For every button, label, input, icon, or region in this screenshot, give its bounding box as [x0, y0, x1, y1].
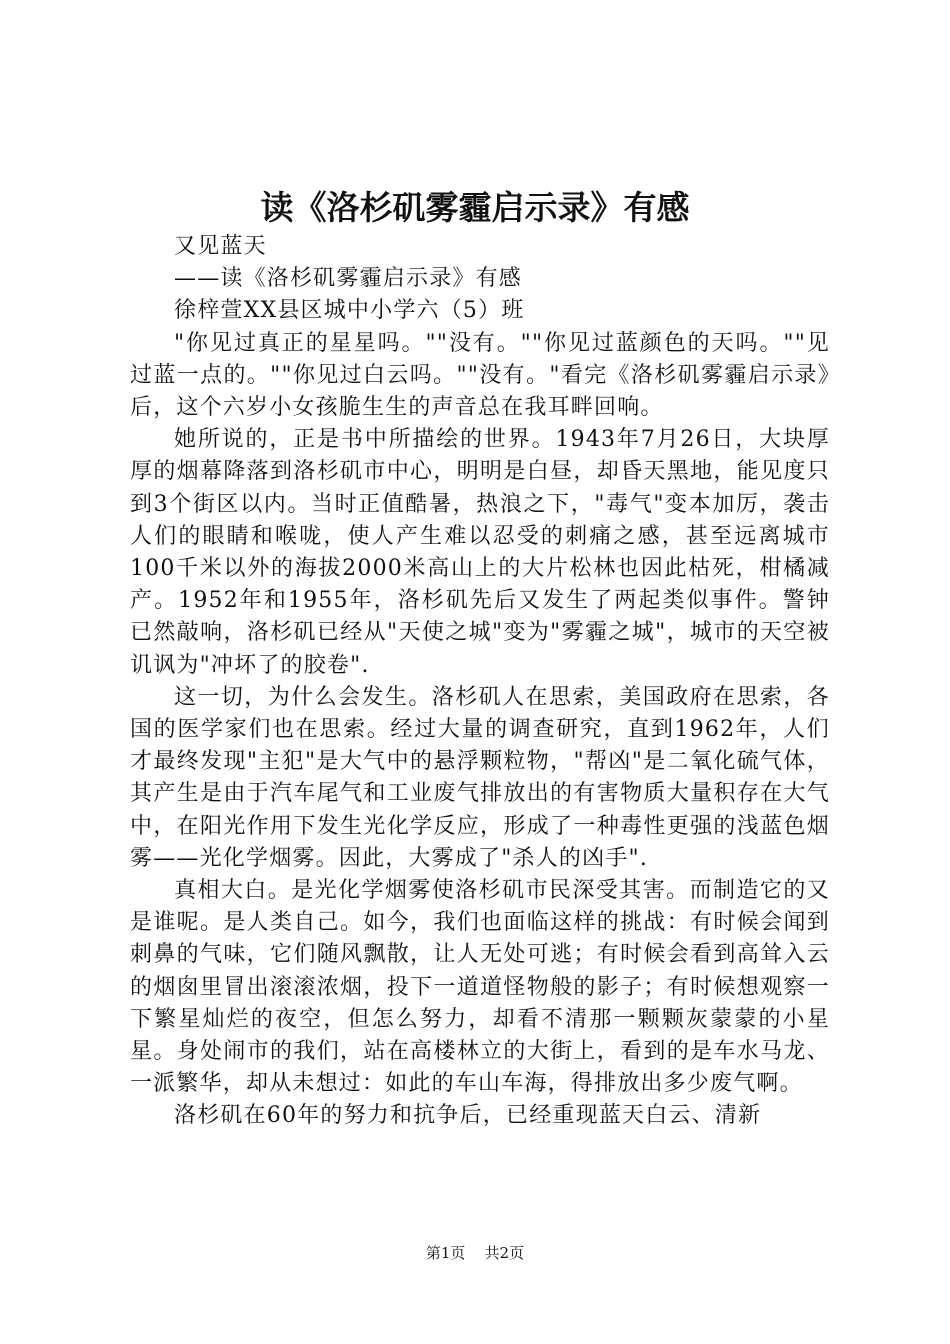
page-number: 第1页 — [425, 1244, 466, 1262]
paragraph: 洛杉矶在60年的努力和抗争后，已经重现蓝天白云、清新 — [174, 1103, 762, 1129]
paragraph: 真相大白。是光化学烟雾使洛杉矶市民深受其害。而制造它的又是谁呢。是人类自己。如今，我们也面临这样的挑战：有时候会闻到刺鼻的气味，它们随风飘散，让人无处可逃；有时候会看到高耸入云的烟囱里冒出滚滚浓烟，投下一道道怪物般的影子；有时候想观察一下繁星灿烂的夜空，但怎么努力，却看不清那一颗颗灰蒙蒙的小星星。身处闹市的我们，站在高楼林立的大街上，看到的是车水马龙、一派繁华，却从未想过：如此的车山车海，得排放出多少废气啊。 — [130, 878, 830, 1097]
author-line: 徐梓萱XX县区城中小学六（5）班 — [174, 298, 525, 324]
paragraph: "你见过真正的星星吗。""没有。""你见过蓝颜色的天吗。""见过蓝一点的。""你见过白云吗。""没有。"看完《洛杉矶雾霾启示录》后，这个六岁小女孩脆生生的声音总在我耳畔回响。 — [130, 330, 830, 421]
page-total: 共2页 — [484, 1244, 525, 1262]
essay-subtitle: ——读《洛杉矶雾霾启示录》有感 — [174, 266, 523, 292]
essay-title: 又见蓝天 — [174, 234, 267, 259]
document-title: 读《洛杉矶雾霾启示录》有感 — [260, 188, 690, 227]
document-body — [130, 231, 830, 1133]
paragraph: 她所说的，正是书中所描绘的世界。1943年7月26日，大块厚厚的烟幕降落到洛杉矶市中心，明明是白昼，却昏天黑地，能见度只到3个街区以内。当时正值酷暑，热浪之下，"毒气"变本加厉，袭击人们的眼睛和喉咙，使人产生难以忍受的刺痛之感，甚至远离城市100千米以外的海拔2000米高山上的大片松林也因此枯死，柑橘减产。1952年和1955年，洛杉矶先后又发生了两起类似事件。警钟已然敲响，洛杉矶已经从"天使之城"变为"雾霾之城"，城市的天空被讥讽为"冲坏了的胶卷". — [130, 427, 830, 678]
footer-spacer — [470, 1244, 480, 1262]
paragraph: 这一切，为什么会发生。洛杉矶人在思索，美国政府在思索，各国的医学家们也在思索。经过大量的调查研究，直到1962年，人们才最终发现"主犯"是大气中的悬浮颗粒物，"帮凶"是二氧化硫气体，其产生是由于汽车尾气和工业废气排放出的有害物质大量积存在大气中，在阳光作用下发生光化学反应，形成了一种毒性更强的浅蓝色烟雾——光化学烟雾。因此，大雾成了"杀人的凶手". — [130, 684, 830, 871]
page-footer — [0, 1242, 950, 1264]
